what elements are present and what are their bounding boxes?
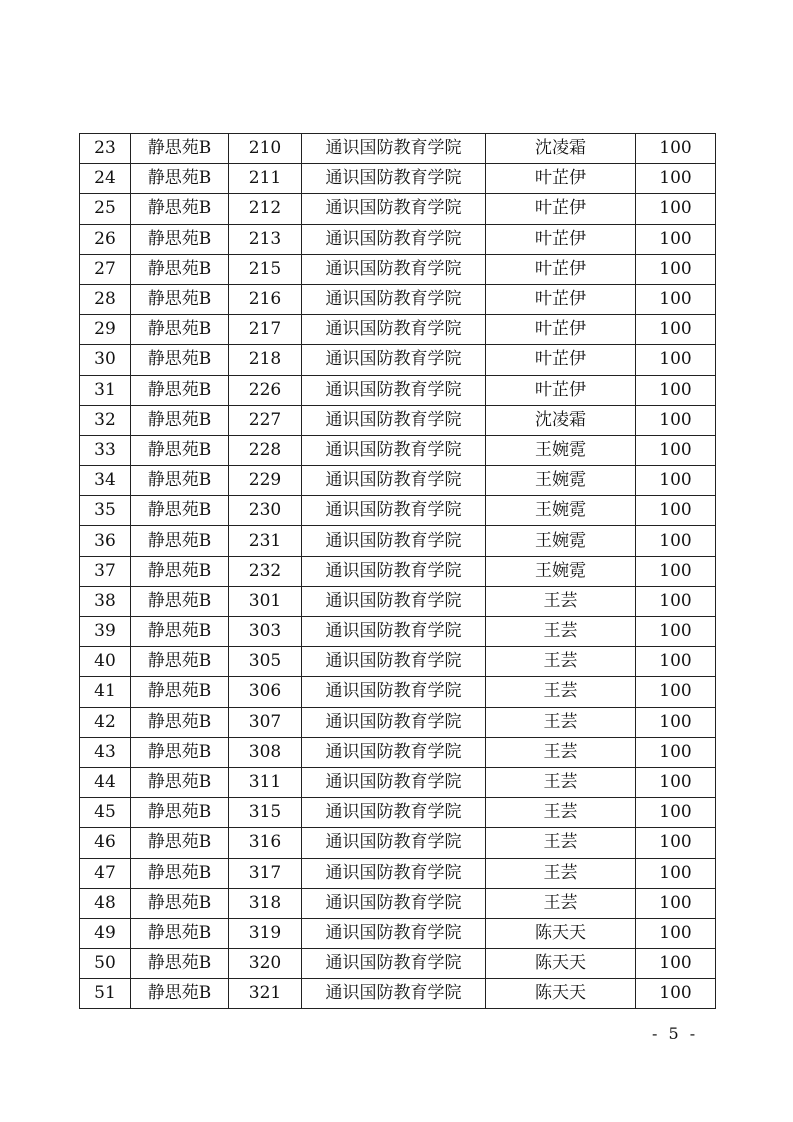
staff-name-cell: 叶芷伊 [486,194,636,224]
college-cell: 通识国防教育学院 [302,828,486,858]
table-row [80,345,716,375]
room-number-cell: 216 [229,284,302,314]
row-number-cell: 24 [80,164,131,194]
room-number-cell: 316 [229,828,302,858]
table-row [80,194,716,224]
building-cell: 静思苑B [131,586,229,616]
room-number-cell: 231 [229,526,302,556]
score-cell: 100 [636,677,716,707]
table-row [80,586,716,616]
row-number-cell: 27 [80,254,131,284]
building-cell: 静思苑B [131,496,229,526]
building-cell: 静思苑B [131,798,229,828]
table-row [80,435,716,465]
building-cell: 静思苑B [131,375,229,405]
staff-name-cell: 王婉霓 [486,556,636,586]
staff-name-cell: 王芸 [486,617,636,647]
staff-name-cell: 王芸 [486,737,636,767]
college-cell: 通识国防教育学院 [302,194,486,224]
room-number-cell: 212 [229,194,302,224]
score-cell: 100 [636,345,716,375]
room-number-cell: 315 [229,798,302,828]
table-row [80,466,716,496]
room-number-cell: 319 [229,918,302,948]
row-number-cell: 23 [80,134,131,164]
table-row [80,164,716,194]
staff-name-cell: 陈天天 [486,949,636,979]
row-number-cell: 28 [80,284,131,314]
staff-name-cell: 沈凌霜 [486,134,636,164]
table-row [80,254,716,284]
college-cell: 通识国防教育学院 [302,979,486,1009]
staff-name-cell: 王芸 [486,767,636,797]
table-row [80,737,716,767]
college-cell: 通识国防教育学院 [302,224,486,254]
room-number-cell: 311 [229,767,302,797]
table-row [80,949,716,979]
table-row [80,647,716,677]
score-cell: 100 [636,979,716,1009]
table-row [80,918,716,948]
staff-name-cell: 王芸 [486,888,636,918]
staff-name-cell: 王婉霓 [486,526,636,556]
row-number-cell: 45 [80,798,131,828]
college-cell: 通识国防教育学院 [302,375,486,405]
score-cell: 100 [636,918,716,948]
room-number-cell: 210 [229,134,302,164]
table-row [80,677,716,707]
room-number-cell: 301 [229,586,302,616]
score-cell: 100 [636,284,716,314]
building-cell: 静思苑B [131,435,229,465]
building-cell: 静思苑B [131,526,229,556]
row-number-cell: 46 [80,828,131,858]
college-cell: 通识国防教育学院 [302,164,486,194]
table-row [80,888,716,918]
building-cell: 静思苑B [131,647,229,677]
row-number-cell: 47 [80,858,131,888]
table-row [80,224,716,254]
room-assignment-table [79,133,716,1009]
score-cell: 100 [636,617,716,647]
college-cell: 通识国防教育学院 [302,435,486,465]
row-number-cell: 42 [80,707,131,737]
score-cell: 100 [636,767,716,797]
table-body [80,134,716,1009]
building-cell: 静思苑B [131,556,229,586]
row-number-cell: 44 [80,767,131,797]
building-cell: 静思苑B [131,405,229,435]
building-cell: 静思苑B [131,767,229,797]
score-cell: 100 [636,858,716,888]
row-number-cell: 25 [80,194,131,224]
college-cell: 通识国防教育学院 [302,858,486,888]
building-cell: 静思苑B [131,194,229,224]
table-row [80,134,716,164]
table-row [80,979,716,1009]
college-cell: 通识国防教育学院 [302,617,486,647]
staff-name-cell: 叶芷伊 [486,345,636,375]
college-cell: 通识国防教育学院 [302,949,486,979]
table-row [80,315,716,345]
staff-name-cell: 陈天天 [486,979,636,1009]
table-row [80,767,716,797]
room-number-cell: 320 [229,949,302,979]
building-cell: 静思苑B [131,677,229,707]
table-row [80,375,716,405]
college-cell: 通识国防教育学院 [302,284,486,314]
building-cell: 静思苑B [131,858,229,888]
building-cell: 静思苑B [131,164,229,194]
score-cell: 100 [636,224,716,254]
college-cell: 通识国防教育学院 [302,737,486,767]
row-number-cell: 43 [80,737,131,767]
table-row [80,617,716,647]
staff-name-cell: 叶芷伊 [486,254,636,284]
college-cell: 通识国防教育学院 [302,405,486,435]
score-cell: 100 [636,526,716,556]
staff-name-cell: 叶芷伊 [486,375,636,405]
building-cell: 静思苑B [131,134,229,164]
page-number: - 5 - [652,1024,699,1043]
score-cell: 100 [636,164,716,194]
staff-name-cell: 叶芷伊 [486,284,636,314]
college-cell: 通识国防教育学院 [302,798,486,828]
staff-name-cell: 王芸 [486,707,636,737]
college-cell: 通识国防教育学院 [302,345,486,375]
building-cell: 静思苑B [131,828,229,858]
staff-name-cell: 陈天天 [486,918,636,948]
building-cell: 静思苑B [131,224,229,254]
row-number-cell: 38 [80,586,131,616]
building-cell: 静思苑B [131,254,229,284]
table-row [80,858,716,888]
staff-name-cell: 王芸 [486,647,636,677]
score-cell: 100 [636,254,716,284]
score-cell: 100 [636,647,716,677]
building-cell: 静思苑B [131,284,229,314]
building-cell: 静思苑B [131,345,229,375]
building-cell: 静思苑B [131,617,229,647]
room-number-cell: 317 [229,858,302,888]
row-number-cell: 36 [80,526,131,556]
staff-name-cell: 王芸 [486,828,636,858]
room-number-cell: 215 [229,254,302,284]
staff-name-cell: 王婉霓 [486,466,636,496]
room-number-cell: 229 [229,466,302,496]
row-number-cell: 41 [80,677,131,707]
room-number-cell: 303 [229,617,302,647]
score-cell: 100 [636,466,716,496]
building-cell: 静思苑B [131,737,229,767]
college-cell: 通识国防教育学院 [302,526,486,556]
row-number-cell: 35 [80,496,131,526]
room-number-cell: 213 [229,224,302,254]
score-cell: 100 [636,556,716,586]
staff-name-cell: 王芸 [486,798,636,828]
row-number-cell: 26 [80,224,131,254]
room-number-cell: 218 [229,345,302,375]
score-cell: 100 [636,586,716,616]
room-number-cell: 318 [229,888,302,918]
row-number-cell: 39 [80,617,131,647]
college-cell: 通识国防教育学院 [302,888,486,918]
building-cell: 静思苑B [131,888,229,918]
college-cell: 通识国防教育学院 [302,707,486,737]
college-cell: 通识国防教育学院 [302,556,486,586]
row-number-cell: 37 [80,556,131,586]
table-row [80,798,716,828]
row-number-cell: 31 [80,375,131,405]
row-number-cell: 48 [80,888,131,918]
score-cell: 100 [636,949,716,979]
row-number-cell: 51 [80,979,131,1009]
staff-name-cell: 王芸 [486,858,636,888]
score-cell: 100 [636,405,716,435]
score-cell: 100 [636,375,716,405]
table-row [80,496,716,526]
room-number-cell: 306 [229,677,302,707]
college-cell: 通识国防教育学院 [302,254,486,284]
room-number-cell: 227 [229,405,302,435]
college-cell: 通识国防教育学院 [302,496,486,526]
score-cell: 100 [636,194,716,224]
college-cell: 通识国防教育学院 [302,677,486,707]
row-number-cell: 33 [80,435,131,465]
score-cell: 100 [636,435,716,465]
table-row [80,526,716,556]
building-cell: 静思苑B [131,949,229,979]
college-cell: 通识国防教育学院 [302,586,486,616]
staff-name-cell: 王芸 [486,677,636,707]
building-cell: 静思苑B [131,466,229,496]
score-cell: 100 [636,798,716,828]
staff-name-cell: 沈凌霜 [486,405,636,435]
room-number-cell: 305 [229,647,302,677]
row-number-cell: 49 [80,918,131,948]
room-number-cell: 211 [229,164,302,194]
college-cell: 通识国防教育学院 [302,466,486,496]
table-row [80,405,716,435]
college-cell: 通识国防教育学院 [302,315,486,345]
score-cell: 100 [636,888,716,918]
room-number-cell: 226 [229,375,302,405]
room-number-cell: 228 [229,435,302,465]
staff-name-cell: 叶芷伊 [486,315,636,345]
room-number-cell: 230 [229,496,302,526]
table-row [80,707,716,737]
college-cell: 通识国防教育学院 [302,134,486,164]
staff-name-cell: 叶芷伊 [486,164,636,194]
row-number-cell: 30 [80,345,131,375]
row-number-cell: 32 [80,405,131,435]
college-cell: 通识国防教育学院 [302,647,486,677]
building-cell: 静思苑B [131,979,229,1009]
score-cell: 100 [636,496,716,526]
college-cell: 通识国防教育学院 [302,767,486,797]
staff-name-cell: 叶芷伊 [486,224,636,254]
table-row [80,828,716,858]
score-cell: 100 [636,828,716,858]
staff-name-cell: 王芸 [486,586,636,616]
building-cell: 静思苑B [131,315,229,345]
table-row [80,556,716,586]
score-cell: 100 [636,134,716,164]
staff-name-cell: 王婉霓 [486,496,636,526]
score-cell: 100 [636,315,716,345]
score-cell: 100 [636,707,716,737]
building-cell: 静思苑B [131,918,229,948]
building-cell: 静思苑B [131,707,229,737]
room-number-cell: 217 [229,315,302,345]
row-number-cell: 34 [80,466,131,496]
room-number-cell: 308 [229,737,302,767]
room-number-cell: 321 [229,979,302,1009]
staff-name-cell: 王婉霓 [486,435,636,465]
room-number-cell: 232 [229,556,302,586]
college-cell: 通识国防教育学院 [302,918,486,948]
row-number-cell: 29 [80,315,131,345]
table-row [80,284,716,314]
row-number-cell: 50 [80,949,131,979]
score-cell: 100 [636,737,716,767]
room-number-cell: 307 [229,707,302,737]
row-number-cell: 40 [80,647,131,677]
